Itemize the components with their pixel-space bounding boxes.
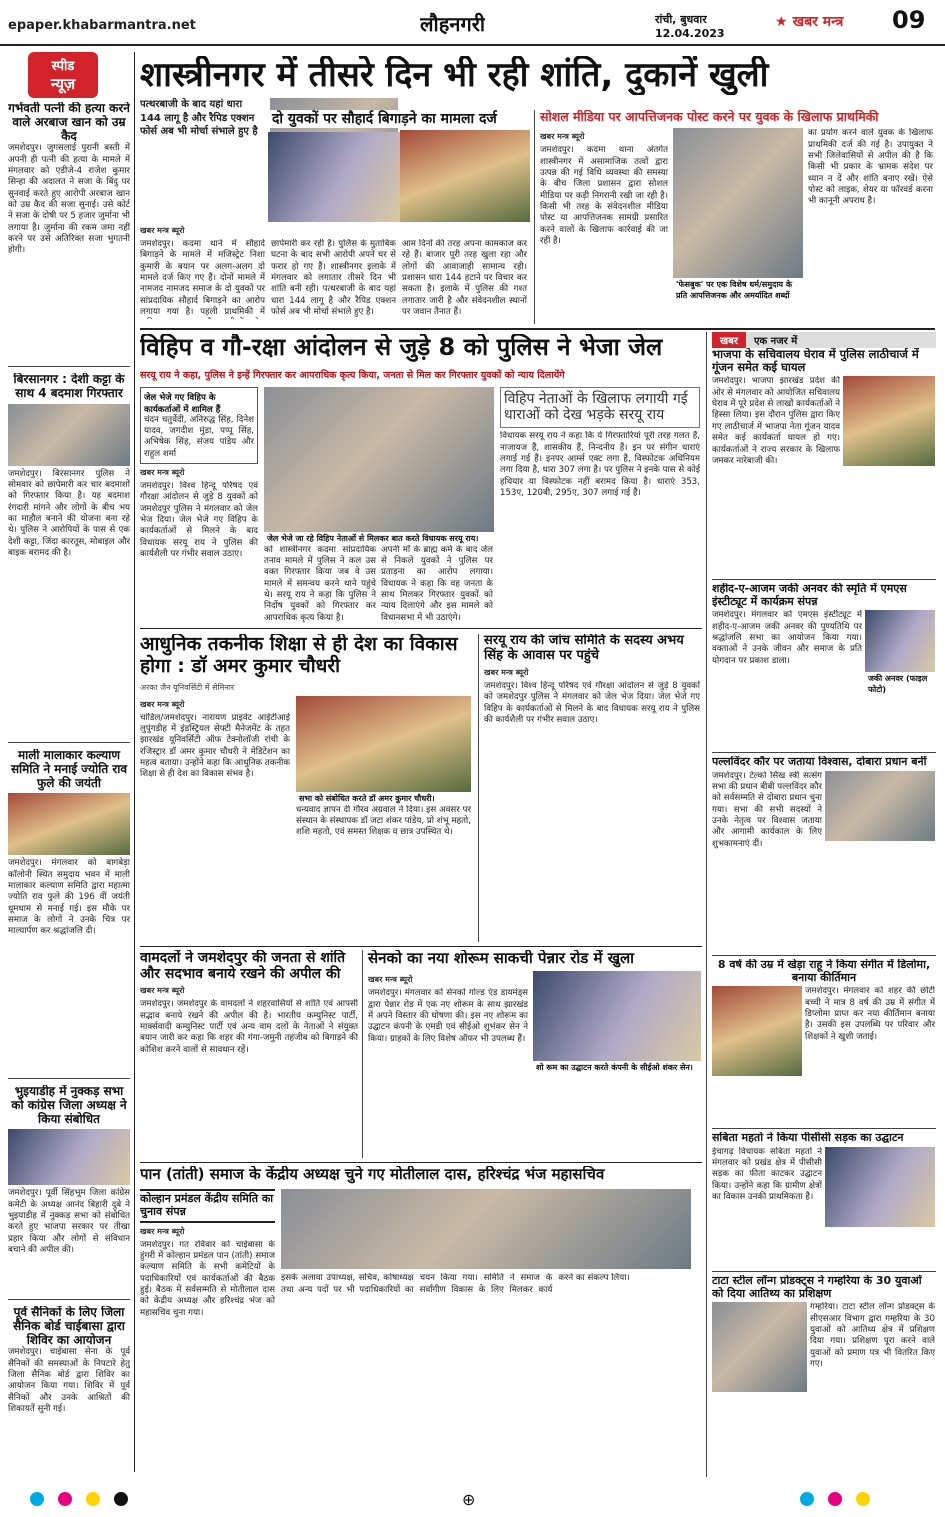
tata-story <box>712 1275 936 1465</box>
speed-headline-3: भुइयाडीह में नुक्कड़ सभा को कांग्रेस जिला अध्यक्ष ने किया संबोधित <box>11 1085 127 1126</box>
social-body-1: जमशेदपुर। कदमा थाना अंतर्गत शास्त्रीनगर में असामाजिक तत्वों द्वारा उत्पन्न की गई विधि व्यवस्था की समस्या के बीच जिला प्रशासन द्वारा सोशल मीडिया पर कड़ी निगरानी रखी जा रही है। किसी भी तरह के संवेदनशील मीडिया पोस्ट या आपत्तिजनक सामग्री प्रसारित करने वालों के खिलाफ कार्रवाई की जा रही है। <box>540 145 668 247</box>
senco-photo-caption: शो रूम का उद्घाटन करते कंपनी के सीईओ शंकर सेन। <box>533 1061 701 1074</box>
vhp-body-1: जमशेदपुर। विश्व हिन्दू परिषद एवं गौरक्षा आंदोलन से जुड़े 8 युवकों को जमशेदपुर पुलिस ने मंगलवार को जेल भेज दिया। जेल भेजे गए विहिप के कार्यकर्ताओं से मिलने के बाद विधायक सरयू राय ने पुलिस की कार्यशैली पर गंभीर सवाल उठाए। <box>140 480 258 560</box>
tanti-body-2: इसके अलावा उपाध्यक्ष, सचिव, कोषाध्यक्ष तथा अन्य पदों पर भी पदाधिकारियों का चयन किया गया। समिति ने समाज के सर्वांगीण विकास के लिए मिलकर कार्य करने का संकल्प लिया। <box>281 1273 630 1295</box>
social-photo <box>673 128 803 278</box>
saryu-inquiry-byline: खबर मन्त्र ब्यूरो <box>484 667 529 677</box>
senco-headline[interactable]: सेनको का नया शोरूम साकची पेन्नार रोड में खुला <box>368 950 635 967</box>
peace-headline[interactable]: वामदलों ने जमशेदपुर की जनता से शांति और सदभाव बनाये रखने की अपील की <box>140 950 346 983</box>
speed-item-1 <box>8 373 130 743</box>
senco-byline: खबर मन्त्र ब्यूरो <box>368 975 413 985</box>
dilima-story <box>712 959 936 1129</box>
speed-headline-1: बिरसानगर : देशी कट्टा के साथ 4 बदमाश गिरफ्तार <box>13 373 125 400</box>
right-tabs <box>712 332 936 348</box>
senco-body: जमशेदपुर। मंगलवार को सेनको गोल्ड एंड डायमंड्स द्वारा पेन्नार रोड में एक नए शोरूम के साथ झारखंड में अपने विस्तार की घोषणा की। इस नए शोरूम का उद्घाटन कंपनी के एमडी एवं सीईओ शुभंकर सेन ने किया। ग्राहकों के लिए विशेष ऑफर भी उपलब्ध हैं। <box>368 988 528 1044</box>
shaheed-photo <box>865 610 935 672</box>
speed-body-2: जमशेदपुर। मंगलवार को बागबेड़ा कॉलोनी स्थित समुदाय भवन में माली मालाकार कल्याण समिति द्वारा महात्मा ज्योति राव फुले की 196 वीं जयंती धूमधाम से मनाई गई। इस मौके पर समाज के लोगों ने उनके चित्र पर माल्यार्पण कर श्रद्धांजलि दी। <box>8 858 130 937</box>
top-story-subhead: दो युवकों पर सौहार्द बिगाड़ने का मामला दर्ज <box>268 110 528 128</box>
footer-color-bar <box>0 1488 945 1512</box>
color-mark-2 <box>86 1492 100 1506</box>
vhp-jailed-box <box>140 387 258 464</box>
pallavi-headline[interactable]: पल्लविंदर कौर पर जताया विश्वास, दोबारा प्रधान बनीं <box>712 756 927 768</box>
pullquote-text: पत्थरबाजी के बाद यहां धारा 144 लागू है और रैपिड एक्शन फोर्स अब भी मोर्चा संभाले हुए है <box>140 99 258 137</box>
speed-body-1: जमशेदपुर। बिरसानगर पुलिस ने सोमवार को छापेमारी कर चार बदमाशों को गिरफ्तार किया है। यह बदमाश रंगदारी मांगने और लोगों के बीच भय का माहौल बनाने की योजना बना रहे थे। पुलिस ने आरोपियों के पास से एक देशी कट्टा, जिंदा कारतूस, मोबाइल और बाइक बरामद की है। <box>8 468 130 558</box>
tata-photo <box>712 1302 807 1392</box>
city-day: रांची, बुधवार <box>655 13 707 26</box>
top-story-byline: खबर मन्त्र ब्यूरो <box>140 226 185 235</box>
education-rule <box>140 946 702 947</box>
tata-body: गम्हरिया। टाटा स्टील लॉन्ग प्रोडक्ट्स के सीएसआर विभाग द्वारा गम्हरिया के 30 युवाओं को आतिथ्य क्षेत्र में प्रशिक्षण दिया गया। प्रशिक्षण पूरा करने वाले युवाओं को प्रमाण पत्र भी वितरित किए गए। <box>810 1302 935 1369</box>
bjp-headline[interactable]: भाजपा के सचिवालय घेराव में पुलिस लाठीचार्ज में गूंजन समेत कई घायल <box>712 348 919 375</box>
vhp-photo-caption: जेल भेजे जा रहे विहिप नेताओं से मिलकर बात करते विधायक सरयू राय। <box>264 532 494 545</box>
speed-badge-top: स्पीड <box>51 59 75 74</box>
right-tab-khabar[interactable]: खबर <box>712 332 746 348</box>
tanti-body: जमशेदपुर। गत रविवार को चाईबासा के हुंगरी में कोल्हान प्रमंडल पान (तांती) समाज कल्याण समिति के सभी कमेटियों के पदाधिकारियों एवं कार्यकर्ताओं की बैठक हुई। बैठक में सर्वसम्मति से मोतीलाल दास को केंद्रीय अध्यक्ष और हरिश्चंद्र भंज को महासचिव चुना गया। <box>140 1239 275 1318</box>
tanti-story <box>140 1166 702 1476</box>
top-story-pullquote <box>140 98 264 218</box>
top-story-columns <box>140 222 528 322</box>
tanti-box-head: कोल्हान प्रमंडल केंद्रीय समिति का चुनाव संपन्न <box>140 1189 275 1222</box>
issue-date: 12.04.2023 <box>655 27 725 40</box>
speed-photo-1 <box>8 404 130 466</box>
saryu-inquiry-headline[interactable]: सरयू राय की जांच समिति के सदस्य अभय सिंह के आवास पर पहुंचे <box>484 634 684 663</box>
education-body: चांडिल/जमशेदपुर। नारायण प्राइवेट आईटीआई लुपुंगडीह में इंडस्ट्रियल सेफ्टी मैनेजमेंट के तहत झारखंड यूनिवर्सिटी ऑफ टेक्नोलॉजी रांची के रजिस्ट्रार डॉ अमर कुमार चौधरी ने मेडिटेशन का महत्व बताया। उन्होंने कहा कि आधुनिक तकनीक शिक्षा से ही देश का विकास संभव है। <box>140 712 290 780</box>
speed-item-2 <box>8 749 130 1079</box>
left-column-rule <box>134 52 135 1472</box>
speed-headline-2: माली मालाकार कल्याण समिति ने मनाई ज्योति राव फुले की जयंती <box>10 749 128 790</box>
speed-news-column <box>8 52 130 1472</box>
speed-badge-bottom: न्यूज़ <box>50 75 76 93</box>
vhp-jailed-title: जेल भेजे गए विहिप के कार्यकर्ताओं में शामिल हैं <box>144 392 221 415</box>
speed-item-0 <box>8 102 130 367</box>
pallavi-photo <box>825 771 935 841</box>
social-body-2: का प्रयोग करने वाले युवक के खिलाफ प्राथमिकी दर्ज की गई है। उपायुक्त ने सभी जिलेवासियों से अपील की है कि किसी भी प्रकार के भ्रामक संदेश पर ध्यान न दें और शांति बनाए रखें। ऐसे पोस्ट को लाइक, शेयर या फॉरवर्ड करना भी कानूनी अपराध है। <box>808 128 933 207</box>
vhp-body-3: अपनी माँ के ब्राह्म कर्म के बाद जेल से निकले युवकों ने पुलिस पर प्रताड़ना का आरोप लगाया। विधायक ने कहा कि वह जनता के साथ मिलकर गिरफ्तार युवकों को न्याय दिलाएंगे और इस मामले को विधानसभा में भी उठाएंगे। <box>381 544 493 623</box>
bjp-body: जमशेदपुर। भाजपा झारखंड प्रदेश की ओर से मंगलवार को आयोजित सचिवालय घेराव में पूरे प्रदेश से लाखों कार्यकर्ताओं ने हिस्सा लिया। इस दौरान पुलिस द्वारा किए गए लाठीचार्ज में भाजपा नेता गूंजन यादव समेत कई कार्यकर्ता घायल हो गए। कार्यकर्ताओं ने राज्य सरकार के खिलाफ जमकर नारेबाजी की। <box>712 376 840 466</box>
brand-logo <box>775 11 885 37</box>
speed-item-4 <box>8 1306 130 1472</box>
shaheed-caption: जकी अनवर (फाइल फोटो) <box>865 672 935 696</box>
masthead <box>0 0 945 46</box>
brand-star-icon: ★ <box>775 14 788 30</box>
section-title: लौहनगरी <box>420 12 486 36</box>
education-kicker: अरका जैन यूनिवर्सिटी में सेमिनार <box>140 682 235 692</box>
top-story-photo-2 <box>268 132 400 222</box>
color-mark-3 <box>114 1492 128 1506</box>
registration-mark-icon: ⊕ <box>462 1490 476 1509</box>
speed-headline-4: पूर्व सैनिकों के लिए जिला सैनिक बोर्ड चाईबासा द्वारा शिविर का आयोजन <box>13 1306 125 1347</box>
speed-body-3: जमशेदपुर। पूर्वी सिंहभूम जिला कांग्रेस कमेटी के अध्यक्ष आनंद बिहारी दुबे ने भुइयाडीह में नुक्कड़ सभा को संबोधित करते हुए भाजपा सरकार पर तीखा प्रहार किया और लोगों से संविधान बचाने की अपील की। <box>8 1188 130 1256</box>
saryu-inquiry-story <box>478 634 700 942</box>
speed-body-0: जमशेदपुर। जुगसलाई पुरानी बस्ती में अपनी ही पत्नी की हत्या के मामले में मंगलवार को एडीजे-4 राजेश कुमार सिन्हा की अदालत ने सजा के बिंदु पर सुनवाई करते हुए आरोपी अरबाज खान को उम्र कैद की सजा सुनाई। उसे कोर्ट ने सजा के दोषी पर 5 हजार जुर्माना भी लगाया है। जुर्माना की रकम जमा नहीं करने पर उसे अतिरिक्त सजा भुगतनी होगी। <box>8 143 130 256</box>
vhp-jailed-names: चंदन चतुर्वेदी, अनिरुद्ध सिंह, दिनेश यादव, जगदीश मुंडा, पप्पू सिंह, अभिषेक सिंह, संजय पांडेय और राहुल शर्मा <box>144 414 254 459</box>
color-mark-4 <box>800 1492 814 1506</box>
vhp-subhead: सरयू राय ने कहा, पुलिस ने इन्हें गिरफ्तार कर आपराधिक कृत्य किया, जनता से मिल कर गिरफ्तार युवकों को न्याय दिलायेंगे <box>140 369 565 381</box>
top-story-body-2: छापेमारी कर रही है। पुलिस के मुताबिक घटना के बाद सभी आरोपी अपने घर से फरार हो गए हैं। शास्त्रीनगर इलाके में मंगलवार को लगातार तीसरे दिन भी शांति बनी रही। पत्थरबाजी के बाद यहां धारा 144 लागू है और रैपिड एक्शन फोर्स अब भी मोर्चा संभाले हुए है। <box>271 239 396 318</box>
dilima-body: जमशेदपुर। मंगलवार को शहर की छोटी बच्ची ने मात्र 8 वर्ष की उम्र में संगीत में डिप्लोमा प्राप्त कर नया कीर्तिमान बनाया है। उसकी इस उपलब्धि पर परिवार और शिक्षकों ने खुशी जताई। <box>805 986 935 1042</box>
peace-byline: खबर मन्त्र ब्यूरो <box>140 986 185 996</box>
pallavi-story <box>712 756 936 956</box>
tanti-photo <box>281 1189 691 1269</box>
color-mark-5 <box>828 1492 842 1506</box>
right-tab-ek-nazar[interactable]: एक नजर में <box>746 332 936 348</box>
shaheed-body: जमशेदपुर। मंगलवार को एमएस इंस्टीट्यूट में शहीद-ए-आजम जकी अनवर की पुण्यतिथि पर श्रद्धांजलि सभा का आयोजन किया गया। वक्ताओं ने उनके जीवन और समाज के प्रति योगदान पर प्रकाश डाला। <box>712 610 862 666</box>
top-story-body-1: जमशेदपुर। कदमा थाने में सौहार्द बिगाड़ने के मामले में मजिस्ट्रेट निशा कुमारी के बयान पर अलग-अलग दो मामले दर्ज किए गए हैं। दोनों मामले में नामजद नामजद समाज के दो युवकों पर सांप्रदायिक सौहार्द बिगाड़ने का आरोप लगाया गया है। पहली प्राथमिकी में <box>140 239 265 318</box>
site-url[interactable]: epaper.khabarmantra.net <box>8 18 196 33</box>
sabita-body: ईचागढ़ विधायक सबिता महतो ने मंगलवार को प्रखंड क्षेत्र में पीसीसी सड़क का फीता काटकर उद्घाटन किया। उन्होंने कहा कि ग्रामीण क्षेत्रों का विकास उनकी प्राथमिकता है। <box>712 1146 822 1203</box>
education-story <box>140 634 474 942</box>
color-mark-0 <box>30 1492 44 1506</box>
speed-item-3 <box>8 1085 130 1300</box>
vhp-box-body: विधायक सरयू राय ने कहा कि ये गिरफ्तारियां पूरी तरह गलत हैं, नाजायज हैं, शासकीय हैं, निन्दनीय हैं। इन पर संगीन धाराएं लगाई गई हैं। इनपर आर्म्स एक्ट लगा है, विस्फोटक अधिनियम लगा दिया है, धारा 307 लगा है। पर पुलिस ने इनके पास से कोई हथियार या विस्फोटक नहीं बरामद किया है। धाराएं 353, 153ए, 120बी, 295ए, 307 लगाई गई हैं। <box>500 431 700 498</box>
top-story-body-3: आम दिनों की तरह अपना कामकाज कर रहे हैं। बाजार पूरी तरह खुला रहा और लोगों की आवाजाही सामान्य रही। प्रशासन धारा 144 हटाने पर विचार कर सकता है। इलाके में पुलिस की गश्त लगातार जारी है और संवेदनशील स्थानों पर जवान तैनात हैं। <box>402 239 527 318</box>
dilima-photo <box>712 986 802 1076</box>
senco-rule <box>140 1162 702 1163</box>
vhp-box-headline: विहिप नेताओं के खिलाफ लगायी गई धाराओं को देख भड़के सरयू राय <box>500 387 700 429</box>
saryu-inquiry-body: जमशेदपुर। विश्व हिन्दू परिषद एवं गौरक्षा आंदोलन से जुड़े 8 युवकों को जमशेदपुर पुलिस ने मंगलवार को जेल भेज दिया। जेल भेजे गए विहिप के कार्यकर्ताओं से मिलने के बाद विधायक सरयू राय ने पुलिस की कार्यशैली पर गंभीर सवाल उठाए। <box>484 680 700 725</box>
pallavi-body: जमशेदपुर। टेल्को सिख स्त्री सत्संग सभा की प्रधान बीबी पल्लविंदर कौर को सर्वसम्मति से दोबारा प्रधान चुना गया। सभा की सभी सदस्यों ने उनके नेतृत्व पर विश्वास जताया और आगामी कार्यकाल के लिए शुभकामनाएं दीं। <box>712 770 822 849</box>
vhp-headline[interactable]: विहिप व गौ-रक्षा आंदोलन से जुड़े 8 को पुलिस ने भेजा जेल <box>140 334 663 361</box>
education-byline: खबर मन्त्र ब्यूरो <box>140 699 185 709</box>
education-photo-caption: सभा को संबोधित करते डॉ अमर कुमार चौधरी। <box>296 792 471 805</box>
social-byline: खबर मन्त्र ब्यूरो <box>540 132 585 142</box>
vhp-byline: खबर मन्त्र ब्यूरो <box>140 467 185 477</box>
vhp-story <box>140 334 700 624</box>
color-mark-1 <box>58 1492 72 1506</box>
top-section-rule <box>140 328 935 330</box>
speed-headline-0: गर्भवती पत्नी की हत्या करने वाले अरबाज खान को उम्र कैद <box>8 102 130 143</box>
education-photo <box>296 696 471 792</box>
shaheed-story <box>712 583 936 753</box>
social-caption: 'फेसबुक' पर एक विशेष धर्म/समुदाय के प्रति आपत्तिजनक और अमर्यादित शब्दों <box>673 278 803 302</box>
tanti-byline: खबर मन्त्र ब्यूरो <box>140 1226 185 1236</box>
senco-story <box>362 950 702 1158</box>
social-headline[interactable]: सोशल मीडिया पर आपत्तिजनक पोस्ट करने पर युवक के खिलाफ प्राथमिकी <box>540 110 879 124</box>
sabita-photo <box>825 1147 935 1227</box>
page-number: 09 <box>892 6 926 34</box>
speed-body-4: जमशेदपुर। चाईबासा सेना के पूर्व सैनिकों की समस्याओं के निपटारे हेतु जिला सैनिक बोर्ड द्वारा शिविर का आयोजन किया गया। शिविर में पूर्व सैनिकों और उनके आश्रितों की शिकायतें सुनी गई। <box>8 1347 130 1415</box>
speed-news-badge <box>28 52 98 98</box>
bjp-photo <box>843 376 935 466</box>
brand-name: खबर मन्त्र <box>792 14 844 30</box>
social-media-story <box>534 110 934 324</box>
sabita-story <box>712 1132 936 1272</box>
shaheed-headline[interactable]: शहीद-ए-आजम जकी अनवर की स्मृति में एमएस इंस्टीट्यूट में कार्यक्रम संपन्न <box>712 583 907 608</box>
dilima-headline[interactable]: 8 वर्ष की उम्र में खेड़ा राहू ने किया संगीत में डिलोमा, बनाया कीर्तिमान <box>717 959 931 984</box>
education-body-2: धन्यवाद ज्ञापन दी गौरव अग्रवाल ने दिया। इस अवसर पर संस्थान के संस्थापक डॉ जटा शंकर पांडेय, प्रो शंभू महतो, शशि महतो, एवं समस्त शिक्षक व छात्र उपस्थित थे। <box>296 804 471 838</box>
speed-photo-3 <box>8 1129 130 1185</box>
education-headline[interactable]: आधुनिक तकनीक शिक्षा से ही देश का विकास होगा : डॉ अमर कुमार चौधरी <box>140 634 458 677</box>
color-mark-6 <box>856 1492 870 1506</box>
tata-headline[interactable]: टाटा स्टील लॉन्ग प्रोडक्ट्स ने गम्हरिया के 30 युवाओं को दिया आतिथ्य का प्रशिक्षण <box>712 1275 922 1300</box>
vhp-section-rule <box>140 628 702 629</box>
senco-photo <box>533 971 701 1061</box>
peace-body: जमशेदपुर। जमशेदपुर के वामदलों ने शहरवासियों से शांति एवं आपसी सद्भाव बनाये रखने की अपील की है। भारतीय कम्युनिस्ट पार्टी, मार्क्सवादी कम्युनिस्ट पार्टी एवं अन्य वाम दलों के नेताओं ने संयुक्त बयान जारी कर कहा कि शहर की गंगा-जमुनी तहजीब को बिगाड़ने की कोशिश करने वालों से सावधान रहें। <box>140 999 358 1055</box>
vhp-body-2: को शास्त्रीनगर कदमा सांप्रदायिक तनाव मामले में पुलिस ने कल उस वक्त गिरफ्तार किया जब वे उस मामले में समन्वय करने थाने पहुंचे थे। सरयू राय ने कहा कि पुलिस ने निर्दोष युवकों को गिरफ्तार कर आपराधिक कृत्य किया है। <box>264 544 376 623</box>
peace-appeal-story <box>140 950 358 1158</box>
speed-photo-2 <box>8 793 130 855</box>
top-story-photo-3 <box>400 130 530 222</box>
sabita-headline[interactable]: सबिता महतो ने किया पीसीसी सड़क का उद्घाटन <box>712 1132 904 1144</box>
top-story-headline[interactable]: शास्त्रीनगर में तीसरे दिन भी रही शांति, दुकानें खुली <box>140 56 769 95</box>
right-column <box>706 332 936 1477</box>
bjp-story <box>712 348 936 580</box>
tanti-headline[interactable]: पान (तांती) समाज के केंद्रीय अध्यक्ष चुने गए मोतीलाल दास, हरिश्चंद्र भंज महासचिव <box>140 1166 605 1183</box>
vhp-photo <box>264 387 494 532</box>
